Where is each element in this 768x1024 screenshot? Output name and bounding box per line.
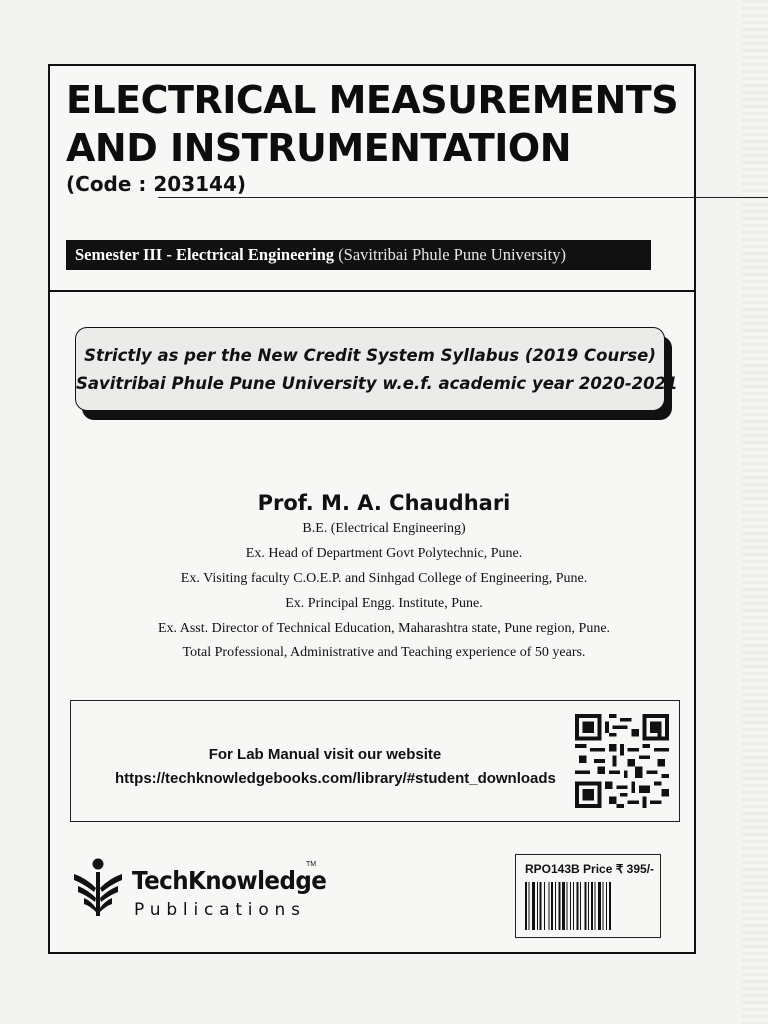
syllabus-line-1: Strictly as per the New Credit System Syllabus (2019 Course) <box>84 346 656 365</box>
title-line-2: AND INSTRUMENTATION <box>66 126 572 170</box>
semester-label: Semester III - Electrical Engineering <box>75 245 335 264</box>
university-label: (Savitribai Phule Pune University) <box>334 245 566 264</box>
author-name: Prof. M. A. Chaudhari <box>257 491 511 515</box>
price-label: RPO143B Price ₹ 395/- <box>525 862 655 876</box>
lab-manual-heading: For Lab Manual visit our website <box>208 746 442 763</box>
lab-manual-url[interactable]: https://techknowledgebooks.com/library/#student_downloads <box>115 770 556 787</box>
publisher-name: TechKnowledge <box>132 866 327 895</box>
trademark-mark: TM <box>306 861 317 868</box>
syllabus-box <box>75 327 678 411</box>
book-title <box>66 76 678 172</box>
barcode-icon <box>523 880 653 932</box>
title-line-1: ELECTRICAL MEASUREMENTS <box>66 78 679 122</box>
qr-code-icon[interactable] <box>575 714 669 808</box>
author-qualification: Ex. Principal Engg. Institute, Pune. <box>285 596 483 611</box>
publisher-subtitle: Publications <box>134 900 306 920</box>
subject-code: (Code : 203144) <box>66 172 246 196</box>
code-underline <box>158 197 768 198</box>
author-qualification: Ex. Head of Department Govt Polytechnic, Pune. <box>245 546 523 561</box>
author-qualification: Total Professional, Administrative and Teaching experience of 50 years. <box>182 645 586 660</box>
author-qualification: Ex. Visiting faculty C.O.E.P. and Sinhgad College of Engineering, Pune. <box>180 571 588 586</box>
semester-banner <box>66 240 651 270</box>
author-qualification: Ex. Asst. Director of Technical Education, Maharashtra state, Pune region, Pune. <box>157 621 611 636</box>
header-divider <box>48 290 696 292</box>
author-qualification: B.E. (Electrical Engineering) <box>302 521 466 536</box>
techknowledge-logo-icon <box>72 858 126 916</box>
syllabus-line-2: Savitribai Phule Pune University w.e.f. academic year 2020-2021 <box>76 374 678 393</box>
